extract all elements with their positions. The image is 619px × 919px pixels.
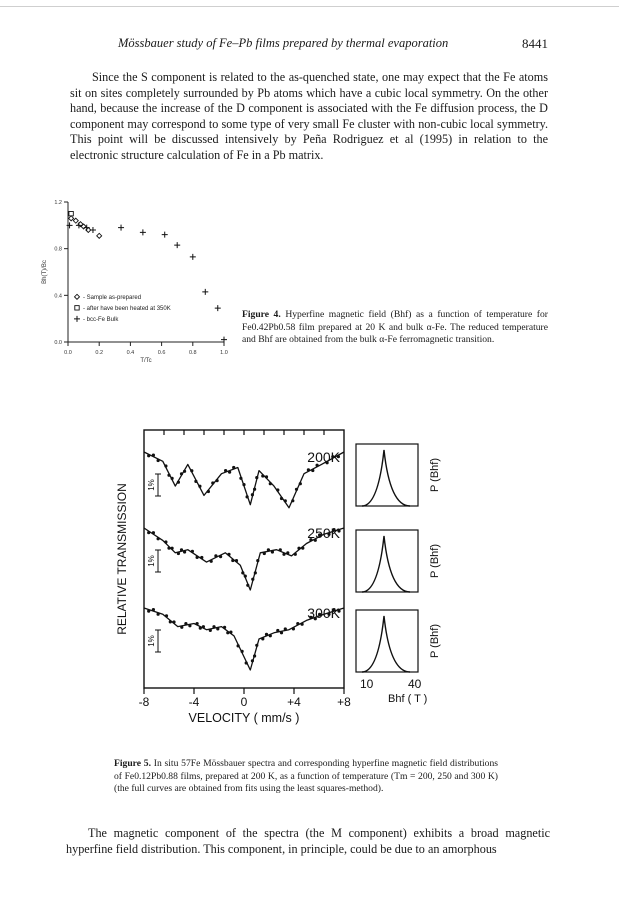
legend-marker <box>74 316 80 322</box>
spectrum-point <box>235 559 238 562</box>
spectrum-point <box>227 553 230 556</box>
x-tick-label: 0.8 <box>188 350 197 356</box>
spectrum-point <box>267 548 270 551</box>
spectrum-point <box>164 464 167 467</box>
spectrum-point <box>184 622 187 625</box>
legend-label: - bcc-Fe Bulk <box>83 316 119 323</box>
paragraph-1: Since the S component is related to the as-quenched state, one may expect that the Fe atoms sit on sites completely surrounded by Pb atoms which have a cubic local symmetry. On the other hand, because the increase of the D component is associated with the Fe diffusion process, the D component may correspond to some type of very small Fe cluster with non-cubic local symmetry. This point will be discussed intensively by Peña Rodriguez et al (1995) in relation to the electronic structure calculation of Fe in a Pb matrix. <box>70 70 548 162</box>
spectrum-point <box>244 575 247 578</box>
spectrum-point <box>301 623 304 626</box>
distribution-curve <box>362 450 410 506</box>
spectrum-point <box>219 555 222 558</box>
spectrum-point <box>263 552 266 555</box>
x-tick-label: 0.2 <box>95 350 104 356</box>
paragraph-2: The magnetic component of the spectra (the M component) exhibits a broad magnetic hyperfine field distribution. This component, in principle, could be due to an amorphous <box>66 826 550 856</box>
y-tick-label: 0.0 <box>54 340 62 346</box>
spectrum-point <box>147 454 150 457</box>
spectrum-point <box>212 625 215 628</box>
spectrum-point <box>246 495 249 498</box>
figure-5-chart <box>112 420 462 750</box>
spectrum-point <box>276 488 279 491</box>
spectrum-point <box>242 483 245 486</box>
figure-4-chart <box>38 190 238 370</box>
spectrum-point <box>200 556 203 559</box>
spectrum-point <box>269 482 272 485</box>
x-axis-label: T/Tc <box>140 358 152 364</box>
spectrum-point <box>209 629 212 632</box>
page-number: 8441 <box>522 36 548 51</box>
spectrum-point <box>183 470 186 473</box>
spectrum-point <box>196 622 199 625</box>
distribution-ylabel: P (Bhf) <box>429 457 441 493</box>
spectrum-point <box>190 469 193 472</box>
spectrum-point <box>177 552 180 555</box>
data-point <box>67 222 73 228</box>
x-tick-label: -8 <box>138 695 150 709</box>
data-point <box>162 232 168 238</box>
spectrum-point <box>295 488 298 491</box>
running-header <box>118 36 548 52</box>
x-tick-label: +8 <box>337 695 351 709</box>
data-point <box>190 254 196 260</box>
legend-label: - Sample as-prepared <box>83 294 142 301</box>
spectrum-point <box>253 488 256 491</box>
spectrum-point <box>292 627 295 630</box>
y-axis-label: Bh(T)/Bc <box>42 260 48 284</box>
spectrum-point <box>157 459 160 462</box>
spectrum-point <box>284 627 287 630</box>
spectrum-point <box>167 547 170 550</box>
y-tick-label: 1.2 <box>54 200 62 206</box>
series-label: 300K <box>307 605 340 621</box>
spectrum-point <box>214 554 217 557</box>
spectrum-point <box>296 622 299 625</box>
data-point <box>76 222 82 228</box>
spectrum-point <box>241 571 244 574</box>
running-title: Mössbauer study of Fe–Pb films prepared by thermal evaporation <box>118 36 449 50</box>
spectrum-point <box>216 479 219 482</box>
figure-5-caption-label: Figure 5. <box>114 758 151 769</box>
spectrum-point <box>147 610 150 613</box>
spectrum-point <box>299 482 302 485</box>
spectrum-point <box>224 469 227 472</box>
y-tick-label: 0.8 <box>54 246 62 253</box>
spectrum-point <box>271 550 274 553</box>
spectrum-point <box>246 584 249 587</box>
spectrum-point <box>152 531 155 534</box>
spectrum-point <box>210 560 213 563</box>
x-tick-label: 0.6 <box>157 350 166 356</box>
legend-marker <box>75 294 80 299</box>
series-label: 250K <box>307 525 340 541</box>
figure-5-caption-text: In situ 57Fe Mössbauer spectra and corresponding hyperfine magnetic field distributions of Fe0.12Pb0.88 films, prepared at 200 K, as a function of temperature (Tm = 200, 250 and 300 K) (the full curves are obtained from fits using the least squares-method). <box>114 758 498 795</box>
spectrum-point <box>223 626 226 629</box>
spectrum-point <box>294 553 297 556</box>
data-point <box>118 225 124 231</box>
spectrum-point <box>297 547 300 550</box>
spectrum-point <box>253 654 256 657</box>
data-point <box>90 227 96 233</box>
y-axis-label: RELATIVE TRANSMISSION <box>115 483 129 635</box>
distribution-frame <box>356 610 418 672</box>
spectrum-point <box>177 481 180 484</box>
spectrum-point <box>237 644 240 647</box>
spectrum-point <box>245 661 248 664</box>
spectrum-point <box>311 469 314 472</box>
scale-bar-label: 1% <box>147 635 156 647</box>
spectrum-point <box>196 556 199 559</box>
series-label: 200K <box>307 449 340 465</box>
spectrum-point <box>286 551 289 554</box>
spectrum-point <box>232 466 235 469</box>
x-tick-label: 0.4 <box>126 350 135 356</box>
spectrum-point <box>279 548 282 551</box>
figure-5-caption <box>114 758 498 796</box>
legend-label: - after have been heated at 350K <box>83 305 171 312</box>
data-point <box>174 242 180 248</box>
spectrum-point <box>254 571 257 574</box>
x-axis-label: VELOCITY ( mm/s ) <box>188 711 300 725</box>
data-point <box>140 229 146 235</box>
spectrum-point <box>265 633 268 636</box>
spectrum-point <box>280 497 283 500</box>
scale-bar-label: 1% <box>147 555 156 567</box>
spectrum-point <box>180 472 183 475</box>
spectrum-point <box>269 634 272 637</box>
spectrum-point <box>171 547 174 550</box>
spectrum-point <box>180 548 183 551</box>
figure-4-caption-text: Hyperfine magnetic field (Bhf) as a function of temperature for Fe0.42Pb0.58 film prepared at 20 K and bulk α-Fe. The reduced temperature and Bhf are obtained from the bulk α-Fe ferromagnetic transition. <box>242 309 548 346</box>
spectrum-point <box>282 553 285 556</box>
spectrum-point <box>239 477 242 480</box>
scale-bar-label: 1% <box>147 479 156 491</box>
spectrum-point <box>165 614 168 617</box>
distribution-xlabel: Bhf ( T ) <box>388 693 428 705</box>
spectrum-point <box>207 490 210 493</box>
x-tick-label: +4 <box>287 695 301 709</box>
data-point <box>215 305 221 311</box>
spectrum-point <box>202 625 205 628</box>
figure-4-caption-label: Figure 4. <box>242 309 281 320</box>
spectrum-point <box>241 650 244 653</box>
spectrum-point <box>280 631 283 634</box>
spectrum-point <box>276 629 279 632</box>
data-point <box>97 233 102 238</box>
distribution-ylabel: P (Bhf) <box>429 543 441 579</box>
spectrum-point <box>157 537 160 540</box>
data-point <box>202 289 208 295</box>
spectrum-point <box>261 637 264 640</box>
distribution-frame <box>356 444 418 506</box>
spectrum-point <box>255 476 258 479</box>
spectrum-point <box>216 627 219 630</box>
distribution-tick-label: 40 <box>408 677 422 691</box>
spectrum-point <box>251 493 254 496</box>
spectrum-point <box>291 499 294 502</box>
spectrum-point <box>188 624 191 627</box>
spectrum-point <box>284 499 287 502</box>
spectrum-point <box>251 659 254 662</box>
spectrum-point <box>251 578 254 581</box>
x-tick-label: 0.0 <box>64 350 72 356</box>
x-tick-label: 1.0 <box>220 350 228 356</box>
spectrum-point <box>229 631 232 634</box>
spectrum-point <box>152 454 155 457</box>
distribution-frame <box>356 530 418 592</box>
spectrum-point <box>183 550 186 553</box>
spectrum-point <box>191 550 194 553</box>
x-tick-label: 0 <box>240 695 248 709</box>
spectrum-point <box>147 531 150 534</box>
spectrum-point <box>228 471 231 474</box>
spectrum-point <box>164 540 167 543</box>
spectrum-point <box>301 547 304 550</box>
distribution-tick-label: 10 <box>360 677 374 691</box>
spectrum-point <box>167 474 170 477</box>
x-tick-label: -4 <box>188 695 200 709</box>
spectrum-point <box>265 475 268 478</box>
distribution-curve <box>362 536 410 592</box>
spectrum-point <box>152 608 155 611</box>
spectrum-point <box>157 613 160 616</box>
y-tick-label: 0.4 <box>54 293 62 300</box>
spectrum-point <box>231 559 234 562</box>
spectrum-point <box>194 480 197 483</box>
distribution-ylabel: P (Bhf) <box>429 623 441 659</box>
data-point <box>73 218 78 223</box>
spectrum-point <box>211 481 214 484</box>
top-rule <box>0 6 619 7</box>
spectrum-point <box>255 644 258 647</box>
spectrum-point <box>307 468 310 471</box>
spectrum-point <box>169 620 172 623</box>
data-point <box>69 216 74 221</box>
spectrum-point <box>256 559 259 562</box>
spectrum-point <box>180 626 183 629</box>
distribution-curve <box>362 616 410 672</box>
spectrum-point <box>199 627 202 630</box>
spectrum-point <box>226 631 229 634</box>
spectrum-point <box>198 485 201 488</box>
spectrum-point <box>171 477 174 480</box>
spectrum-point <box>261 474 264 477</box>
legend-marker <box>75 306 79 310</box>
figure-4-caption <box>242 309 548 347</box>
spectrum-point <box>172 620 175 623</box>
